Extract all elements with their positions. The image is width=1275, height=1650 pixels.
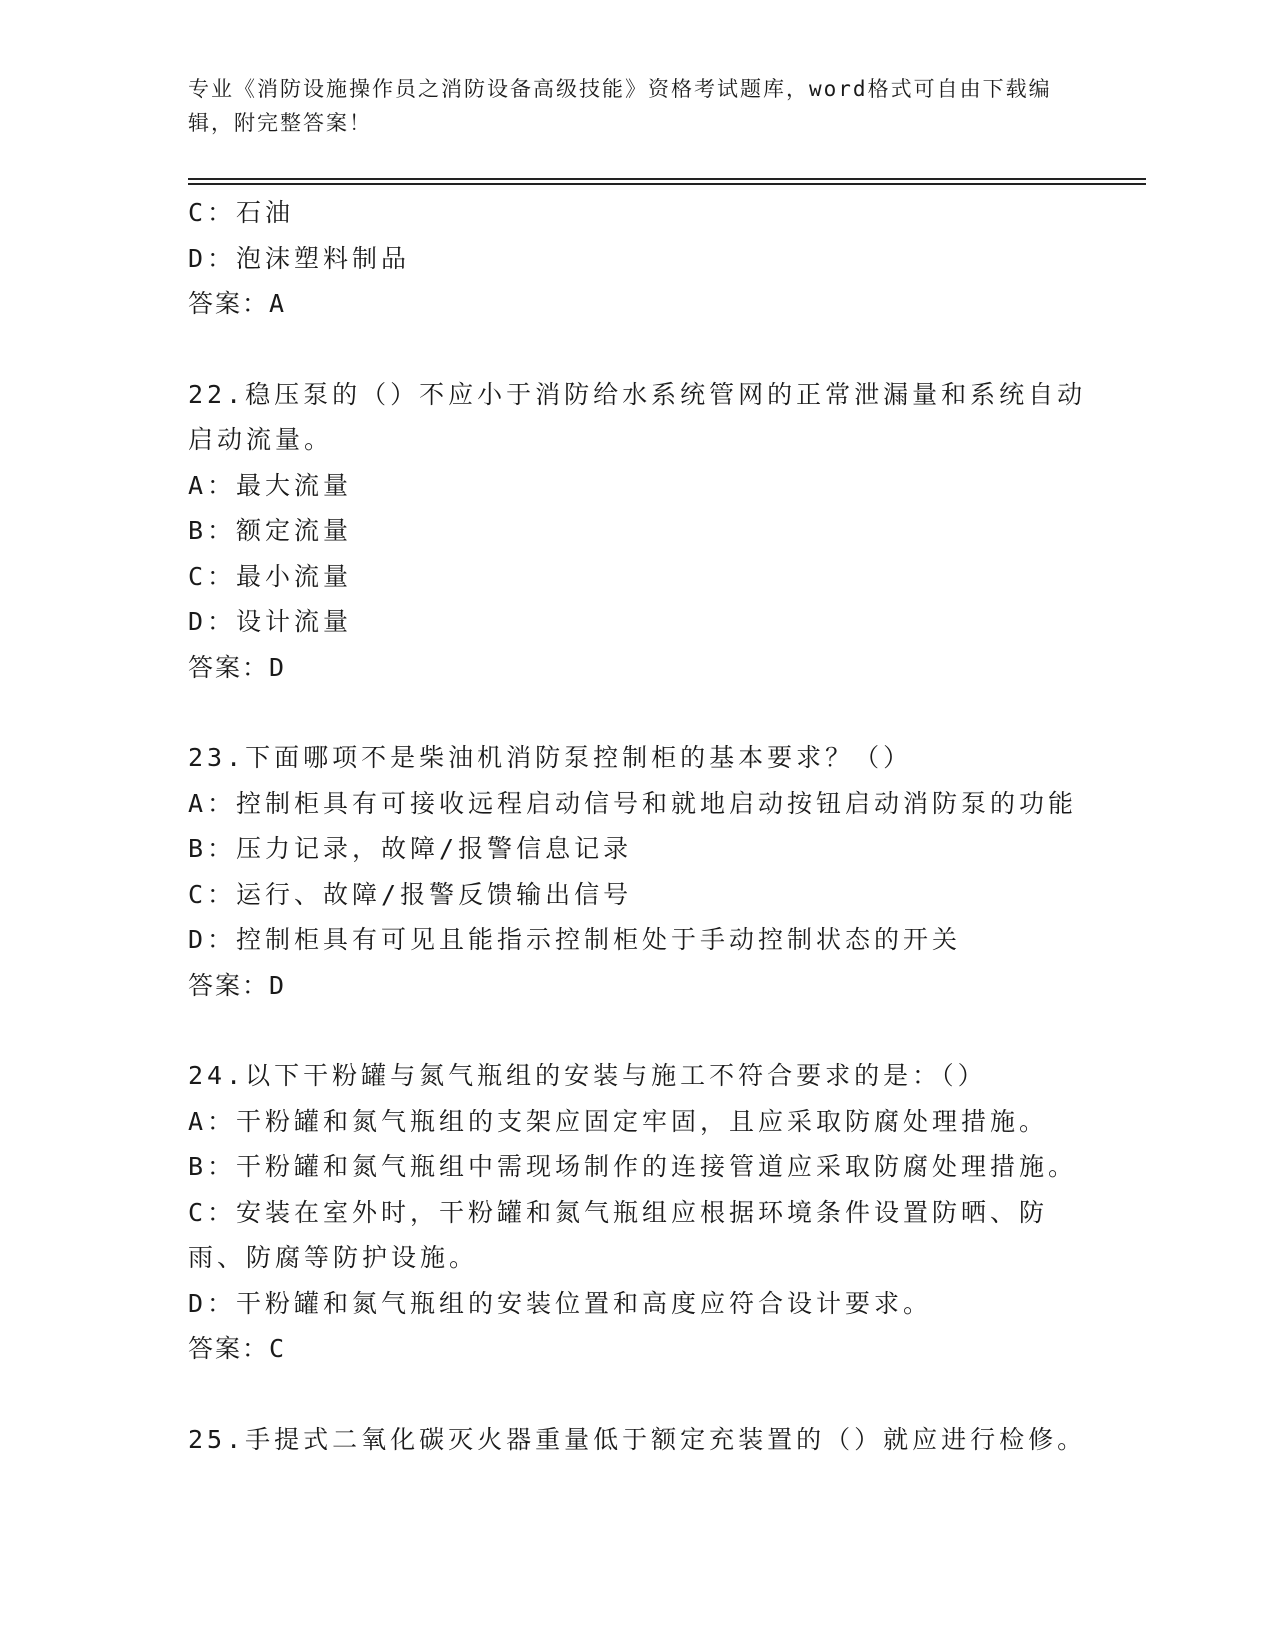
question-25 <box>188 1417 1088 1463</box>
option-c: C：安装在室外时，干粉罐和氮气瓶组应根据环境条件设置防晒、防雨、防腐等防护设施。 <box>188 1197 1049 1272</box>
option-a: A：控制柜具有可接收远程启动信号和就地启动按钮启动消防泵的功能 <box>188 788 1078 818</box>
question-22 <box>188 372 1088 691</box>
spacer <box>188 1008 1088 1053</box>
option-d: D：干粉罐和氮气瓶组的安装位置和高度应符合设计要求。 <box>188 1288 933 1318</box>
option-c: C：运行、故障/报警反馈输出信号 <box>188 879 633 909</box>
option-d: D：泡沫塑料制品 <box>188 243 411 273</box>
option-d: D：设计流量 <box>188 607 353 636</box>
answer: 答案：D <box>188 970 287 1000</box>
option-d: D：控制柜具有可见且能指示控制柜处于手动控制状态的开关 <box>188 925 962 954</box>
option-b: B：干粉罐和氮气瓶组中需现场制作的连接管道应采取防腐处理措施。 <box>188 1152 1078 1181</box>
option-c: C：最小流量 <box>188 561 353 591</box>
spacer <box>188 1372 1088 1417</box>
question-list <box>188 190 1088 1462</box>
question-text: 22.稳压泵的（）不应小于消防给水系统管网的正常泄漏量和系统自动启动流量。 <box>188 379 1087 454</box>
carryover-question <box>188 190 1088 327</box>
option-b: B：压力记录，故障/报警信息记录 <box>188 834 633 863</box>
answer: 答案：A <box>188 289 287 318</box>
question-text: 24.以下干粉罐与氮气瓶组的安装与施工不符合要求的是：（） <box>188 1061 987 1090</box>
option-c: C：石油 <box>188 198 295 227</box>
header-divider-top <box>188 178 1146 180</box>
document-header <box>188 72 1068 140</box>
answer: 答案：D <box>188 652 287 682</box>
question-24 <box>188 1053 1088 1372</box>
option-b: B：额定流量 <box>188 516 353 545</box>
header-text: 专业《消防设施操作员之消防设备高级技能》资格考试题库，word格式可自由下载编辑，附完整答案！ <box>188 77 1052 135</box>
header-divider-bottom <box>188 183 1146 185</box>
option-a: A：最大流量 <box>188 470 353 500</box>
question-23 <box>188 735 1088 1008</box>
option-a: A：干粉罐和氮气瓶组的支架应固定牢固，且应采取防腐处理措施。 <box>188 1106 1049 1136</box>
spacer <box>188 690 1088 735</box>
spacer <box>188 327 1088 372</box>
answer: 答案：C <box>188 1334 287 1363</box>
question-text: 25.手提式二氧化碳灭火器重量低于额定充装置的（）就应进行检修。 <box>188 1424 1087 1454</box>
question-text: 23.下面哪项不是柴油机消防泵控制柜的基本要求？（） <box>188 743 913 772</box>
